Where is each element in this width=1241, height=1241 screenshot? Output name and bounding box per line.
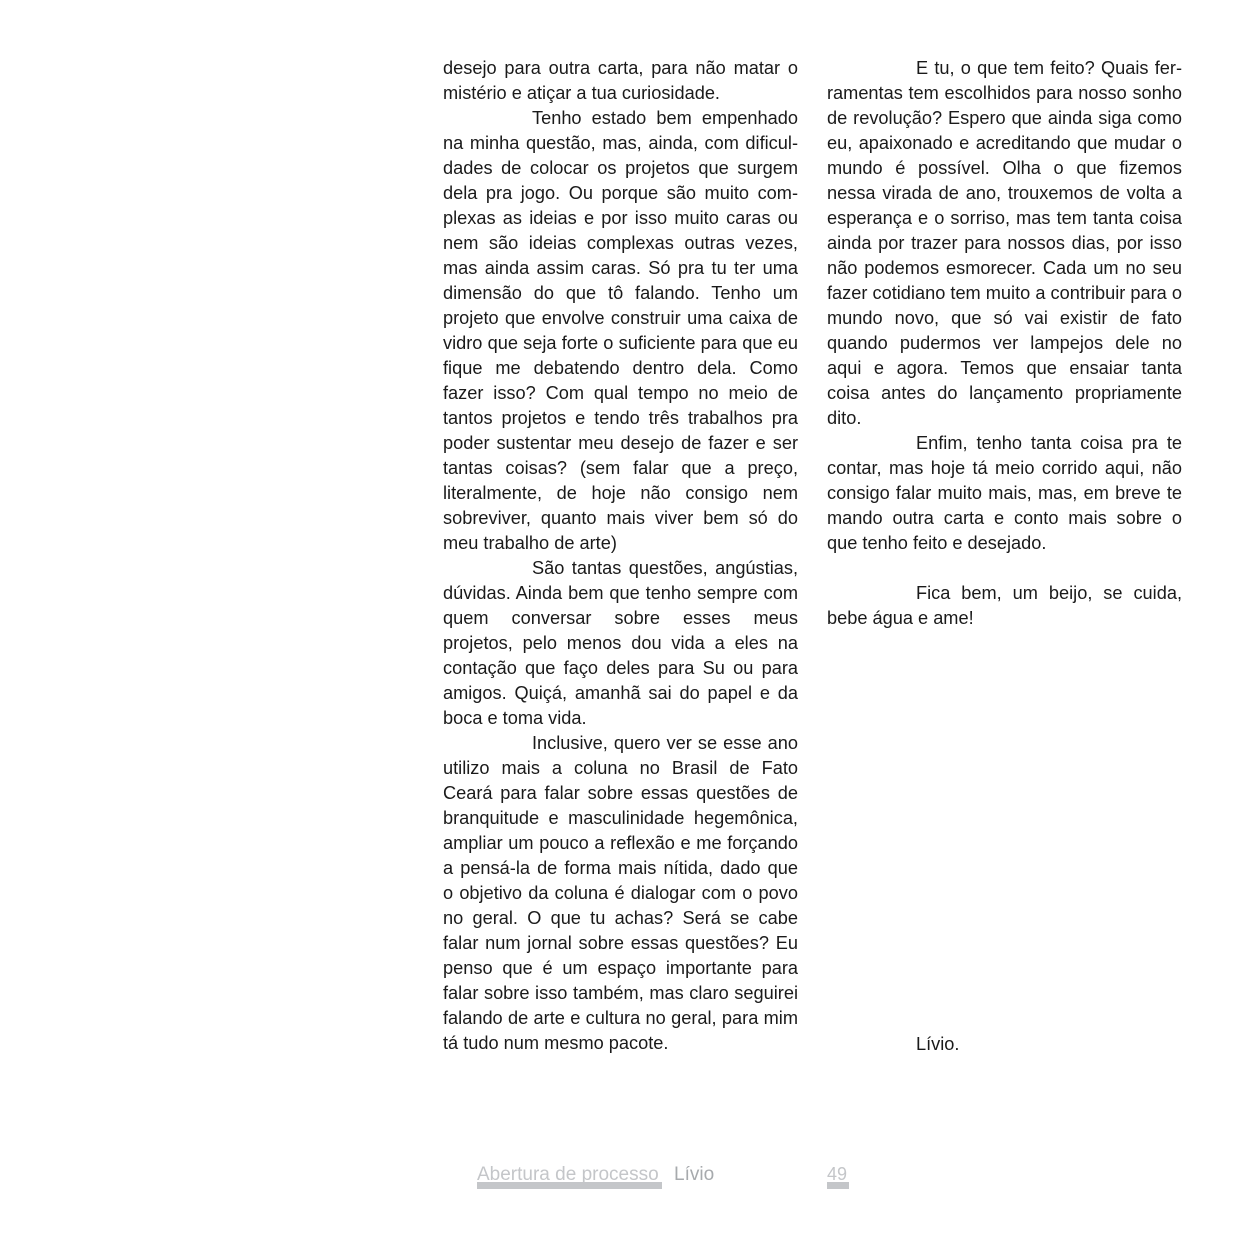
right-text-column (827, 56, 1182, 631)
paragraph-revolution: E tu, o que tem feito? Quais ferramentas tem escolhidos para nosso sonho de revolução? Espero que ainda siga como eu, apaixonado e acreditando que mudar o mundo é possível. Olha o que fizemos nessa virada de ano, trouxemos de volta a esperança e o sorriso, mas tem tanta coisa ainda por trazer para nossos dias, por isso não podemos esmorecer. Cada um no seu fazer cotidiano tem muito a contribuir para o mundo novo, que só vai existir de fato quando pudermos ver lampejos dele no aqui e agora. Temos que ensaiar tanta coisa antes do lançamento propriamente dito. (827, 58, 1182, 428)
paragraph-spacer (827, 556, 1182, 581)
paragraph-projects: Tenho estado bem empenhado na minha questão, mas, ainda, com dificuldades de colocar os projetos que surgem dela pra jogo. Ou porque são muito complexas as ideias e por isso muito caras ou nem são ideias complexas outras vezes, mas ainda assim caras. Só pra tu ter uma dimensão do que tô falando. Tenho um projeto que envolve construir uma caixa de vidro que seja forte o suficiente para que eu fique me debatendo dentro dela. Como fazer isso? Com qual tempo no meio de tantos projetos e tendo três trabalhos pra poder sustentar meu desejo de fazer e ser tantas coisas? (sem falar que a preço, literalmente, de hoje não consigo nem sobreviver, quanto mais viver bem só do meu trabalho de arte) (443, 108, 798, 553)
footer-book-title: Abertura de processo (477, 1164, 659, 1185)
paragraph-continuation: desejo para outra carta, para não matar o mistério e atiçar a tua curiosidade. (443, 58, 798, 103)
letter-signature: Lívio. (916, 1034, 960, 1054)
paragraph-farewell: Fica bem, um beijo, se cuida, bebe água e ame! (827, 583, 1182, 628)
left-text-column (443, 56, 798, 1056)
footer-author: Lívio (674, 1164, 715, 1185)
page-footer (0, 1162, 1241, 1202)
paragraph-questions: São tantas questões, angústias, dúvidas. Ainda bem que tenho sempre com quem conversar sobre esses meus projetos, pelo menos dou vida a eles na contação que faço deles para Su ou para amigos. Quiçá, amanhã sai do papel e da boca e toma vida. (443, 558, 798, 728)
paragraph-closing: Enfim, tenho tanta coisa pra te contar, mas hoje tá meio corrido aqui, não consigo falar muito mais, mas, em breve te mando outra carta e conto mais sobre o que tenho feito e desejado. (827, 433, 1182, 553)
page-number: 49 (827, 1164, 848, 1184)
paragraph-column-newspaper: Inclusive, quero ver se esse ano utilizo mais a coluna no Brasil de Fato Ceará para falar sobre essas questões de branquitude e masculinidade hegemônica, ampliar um pouco a reflexão e me forçando a pensá-la de forma mais nítida, dado que o objetivo da coluna é dialogar com o povo no geral. O que tu achas? Será se cabe falar num jornal sobre essas questões? Eu penso que é um espaço importante para falar sobre isso também, mas claro seguirei falando de arte e cultura no geral, para mim tá tudo num mesmo pacote. (443, 733, 798, 1053)
